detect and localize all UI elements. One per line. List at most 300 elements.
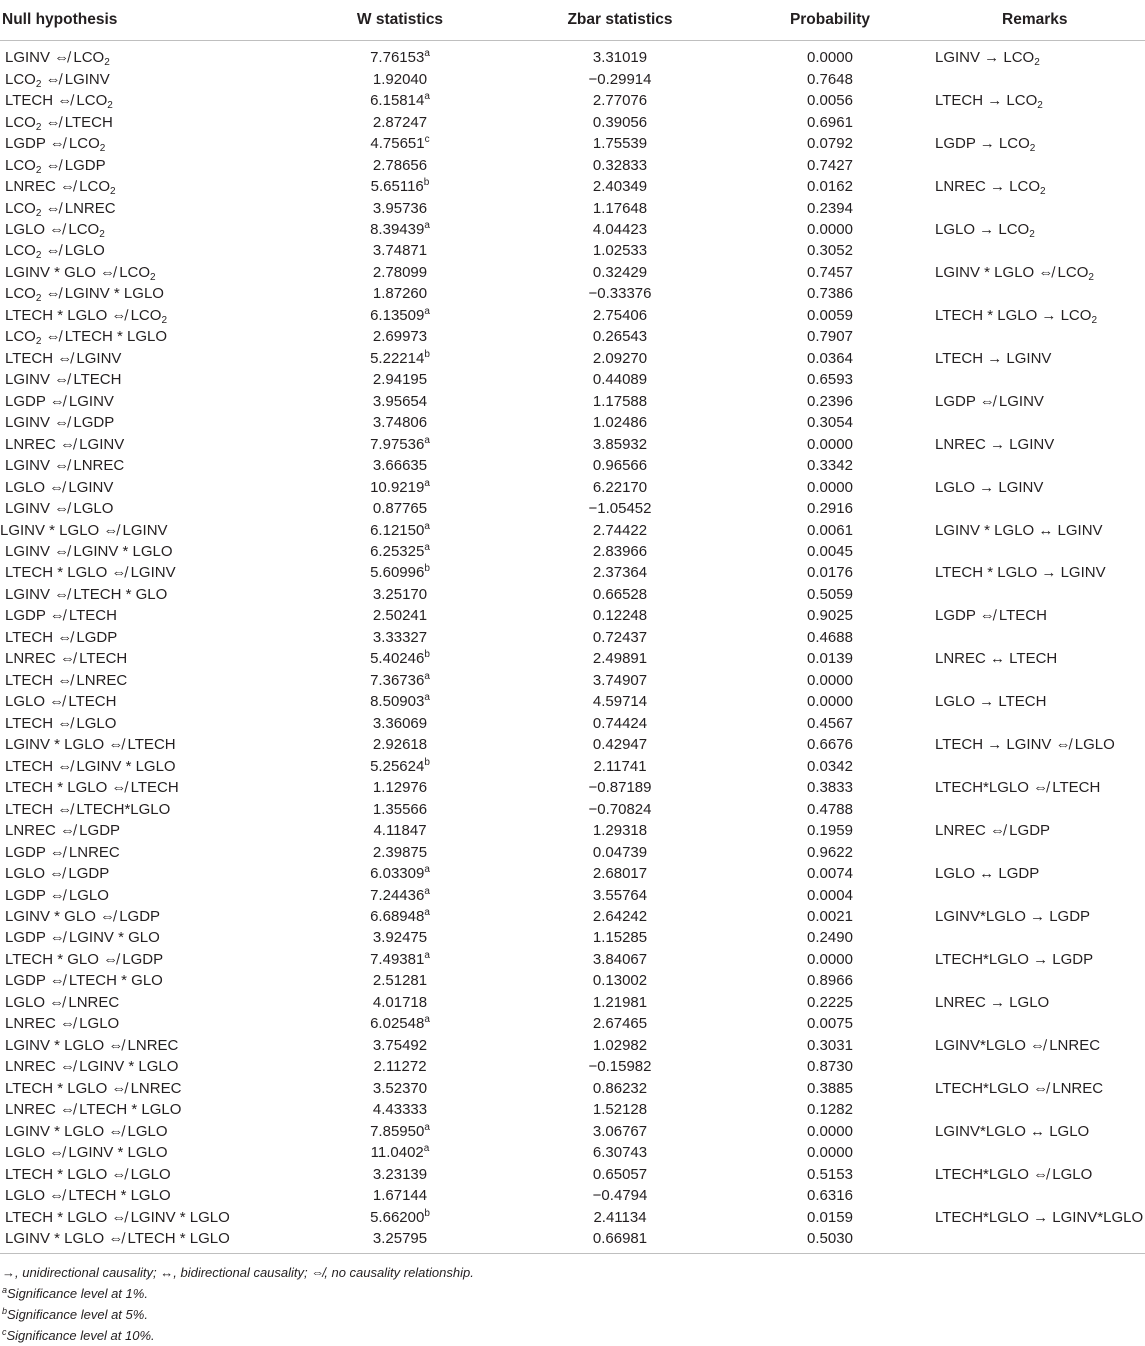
cell-probability: 0.0074 — [807, 865, 853, 883]
cell-zbar-statistic: 0.86232 — [592, 1079, 648, 1097]
cell-zbar-statistic: 6.22170 — [592, 478, 648, 496]
table-row — [0, 541, 1145, 562]
cell-w-statistic — [290, 391, 510, 412]
cell-zbar-statistic: 4.04423 — [592, 220, 648, 238]
w-value: 2.39875 — [372, 843, 428, 861]
cell-zbar-statistic: 0.13002 — [592, 972, 648, 990]
cell-w-statistic — [290, 1142, 510, 1163]
cell-probability: 0.3833 — [807, 779, 853, 797]
table-row — [0, 562, 1145, 583]
w-value: 7.97536 — [370, 435, 425, 453]
significance-mark: a — [424, 219, 430, 231]
cell-w-statistic — [290, 798, 510, 819]
cell-w-statistic — [290, 68, 510, 89]
cell-null-hypothesis: LGDP ⇎ LGINV * GLO — [5, 929, 160, 947]
cell-probability: 0.2396 — [807, 392, 853, 410]
cell-w-statistic — [290, 670, 510, 691]
cell-w-statistic — [290, 1163, 510, 1184]
w-value: 4.01718 — [372, 993, 428, 1011]
cell-remarks: LTECH → LGINV — [935, 349, 1052, 367]
significance-mark: c — [424, 134, 430, 146]
cell-w-statistic — [290, 927, 510, 948]
cell-null-hypothesis: LGLO ⇎ LTECH * LGLO — [5, 1187, 171, 1205]
cell-probability: 0.2225 — [807, 993, 853, 1011]
header-null-hypothesis: Null hypothesis — [0, 0, 290, 41]
table-body — [0, 41, 1145, 1250]
cell-zbar-statistic: 6.30743 — [592, 1144, 648, 1162]
significance-mark: a — [424, 305, 430, 317]
table-row — [0, 1078, 1145, 1099]
table-row — [0, 283, 1145, 304]
cell-w-statistic — [290, 1078, 510, 1099]
table-row — [0, 1228, 1145, 1249]
cell-null-hypothesis: LGINV * LGLO ⇎ LGLO — [5, 1122, 168, 1140]
cell-null-hypothesis: LTECH ⇎ LNREC — [5, 671, 128, 689]
significance-mark: b — [424, 348, 430, 360]
cell-w-statistic — [290, 326, 510, 347]
w-value: 3.95736 — [372, 199, 428, 217]
w-value: 3.74871 — [372, 242, 428, 260]
cell-remarks: LTECH*LGLO ⇎ LNREC — [935, 1079, 1104, 1097]
cell-w-statistic — [290, 197, 510, 218]
w-value: 2.50241 — [372, 607, 428, 625]
header-remarks: Remarks — [930, 0, 1145, 41]
cell-w-statistic — [290, 755, 510, 776]
cell-w-statistic — [290, 713, 510, 734]
footnote-significance — [0, 1283, 1145, 1304]
cell-remarks: LTECH*LGLO → LGINV*LGLO — [935, 1208, 1144, 1226]
cell-w-statistic — [290, 1035, 510, 1056]
cell-probability: 0.0000 — [807, 671, 853, 689]
cell-w-statistic — [290, 970, 510, 991]
cell-zbar-statistic: 0.72437 — [592, 628, 648, 646]
header-w-statistics: W statistics — [290, 0, 510, 41]
cell-null-hypothesis: LGLO ⇎ LGINV * LGLO — [5, 1144, 168, 1162]
cell-zbar-statistic: 1.02486 — [592, 414, 648, 432]
cell-w-statistic — [290, 863, 510, 884]
cell-null-hypothesis: $LCO_2$ ⇎ LTECH * LGLO — [5, 328, 167, 348]
cell-w-statistic — [290, 369, 510, 390]
cell-null-hypothesis: LNREC ⇎ LGINV — [5, 435, 125, 453]
significance-mark: a — [424, 1121, 430, 1133]
w-value: 3.36069 — [372, 714, 428, 732]
cell-remarks — [930, 369, 1145, 390]
cell-w-statistic — [290, 348, 510, 369]
w-value: 1.92040 — [372, 70, 428, 88]
w-value: 10.9219 — [370, 478, 425, 496]
cell-zbar-statistic: 3.06767 — [592, 1122, 648, 1140]
cell-null-hypothesis: LGDP ⇎ LTECH * GLO — [5, 972, 163, 990]
cell-probability: 0.4688 — [807, 628, 853, 646]
cell-null-hypothesis: LGINV * GLO ⇎ LGDP — [5, 907, 161, 925]
cell-zbar-statistic: 1.29318 — [592, 822, 648, 840]
w-value: 4.43333 — [372, 1101, 428, 1119]
table-row — [0, 1056, 1145, 1077]
cell-remarks: LTECH*LGLO ⇎ LGLO — [935, 1165, 1093, 1183]
cell-remarks: LTECH*LGLO ⇎ LTECH — [935, 779, 1101, 797]
table-row — [0, 262, 1145, 283]
w-value: 7.24436 — [370, 886, 425, 904]
w-value: 6.03309 — [370, 865, 425, 883]
cell-w-statistic — [290, 605, 510, 626]
w-value: 6.13509 — [370, 306, 425, 324]
cell-remarks: LNREC → LGLO — [935, 993, 1050, 1011]
cell-remarks: LGINV*LGLO → LGDP — [935, 907, 1091, 925]
cell-zbar-statistic: 4.59714 — [592, 693, 648, 711]
table-row — [0, 412, 1145, 433]
cell-w-statistic — [290, 433, 510, 454]
cell-null-hypothesis: LTECH ⇎ $LCO_2$ — [5, 92, 113, 112]
cell-null-hypothesis: $LCO_2$ ⇎ LNREC — [5, 199, 116, 219]
footnote-significance — [0, 1325, 1145, 1346]
table-row — [0, 820, 1145, 841]
table-row — [0, 68, 1145, 89]
significance-mark: b — [424, 756, 430, 768]
cell-probability: 0.0162 — [807, 178, 853, 196]
cell-null-hypothesis: LTECH ⇎ LGDP — [5, 628, 118, 646]
cell-w-statistic — [290, 412, 510, 433]
cell-zbar-statistic: 1.52128 — [592, 1101, 648, 1119]
cell-zbar-statistic: 0.66981 — [592, 1230, 648, 1248]
cell-zbar-statistic: 1.02533 — [592, 242, 648, 260]
significance-mark: b — [424, 649, 430, 661]
cell-remarks — [930, 584, 1145, 605]
cell-w-statistic — [290, 41, 510, 69]
table-row — [0, 90, 1145, 111]
w-value: 7.36736 — [370, 671, 425, 689]
cell-probability: 0.4788 — [807, 800, 853, 818]
cell-remarks: LGINV*LGLO ⇎ LNREC — [935, 1036, 1101, 1054]
significance-mark: a — [424, 477, 430, 489]
cell-remarks — [930, 1056, 1145, 1077]
significance-mark: a — [424, 48, 430, 60]
cell-zbar-statistic: 0.66528 — [592, 585, 648, 603]
cell-remarks — [930, 970, 1145, 991]
cell-null-hypothesis: LTECH ⇎ LTECH*LGLO — [5, 800, 171, 818]
cell-w-statistic — [290, 262, 510, 283]
w-value: 3.75492 — [372, 1036, 428, 1054]
table-row — [0, 219, 1145, 240]
cell-zbar-statistic: 1.17648 — [592, 199, 648, 217]
cell-probability: 0.3054 — [807, 414, 853, 432]
w-value: 5.65116 — [370, 178, 424, 196]
cell-remarks — [930, 1228, 1145, 1249]
cell-remarks — [930, 1185, 1145, 1206]
table-row — [0, 1099, 1145, 1120]
cell-null-hypothesis: LNREC ⇎ LGINV * LGLO — [5, 1058, 179, 1076]
table-row — [0, 949, 1145, 970]
cell-w-statistic — [290, 1013, 510, 1034]
cell-probability: 0.6593 — [807, 371, 853, 389]
cell-probability: 0.9622 — [807, 843, 853, 861]
cell-zbar-statistic: 2.40349 — [592, 178, 648, 196]
cell-zbar-statistic: 1.17588 — [592, 392, 648, 410]
cell-remarks: LNREC → $LCO_2$ — [935, 178, 1046, 198]
table-row — [0, 197, 1145, 218]
cell-null-hypothesis: LGINV ⇎ LGINV * LGLO — [5, 543, 173, 561]
cell-probability: 0.0342 — [807, 757, 853, 775]
cell-w-statistic — [290, 1120, 510, 1141]
cell-probability: 0.0000 — [807, 1122, 853, 1140]
w-value: 7.76153 — [370, 49, 425, 67]
w-value: 8.50903 — [370, 693, 425, 711]
significance-mark: a — [424, 542, 430, 554]
cell-probability: 0.5153 — [807, 1165, 853, 1183]
cell-zbar-statistic: 2.41134 — [593, 1208, 647, 1226]
cell-probability: 0.0004 — [807, 886, 853, 904]
table-row — [0, 176, 1145, 197]
cell-probability: 0.1959 — [807, 822, 853, 840]
table-row — [0, 133, 1145, 154]
significance-mark: b — [424, 1207, 430, 1219]
cell-null-hypothesis: LGDP ⇎ LNREC — [5, 843, 120, 861]
w-value: 5.25624 — [370, 757, 425, 775]
cell-probability: 0.4567 — [807, 714, 853, 732]
cell-null-hypothesis: LGINV * GLO ⇎ $LCO_2$ — [5, 263, 156, 283]
cell-zbar-statistic: −0.70824 — [588, 800, 652, 818]
cell-w-statistic — [290, 176, 510, 197]
cell-probability: 0.8730 — [807, 1058, 853, 1076]
cell-w-statistic — [290, 949, 510, 970]
table-row — [0, 1185, 1145, 1206]
significance-mark: a — [424, 520, 430, 532]
cell-null-hypothesis: LGINV * LGLO ⇎ LTECH — [5, 736, 176, 754]
w-value: 6.15814 — [370, 92, 425, 110]
cell-w-statistic — [290, 648, 510, 669]
cell-w-statistic — [290, 841, 510, 862]
table-row — [0, 1013, 1145, 1034]
w-value: 6.12150 — [370, 521, 425, 539]
cell-null-hypothesis: LTECH ⇎ LGINV — [5, 349, 122, 367]
footnote-text: Significance level at 10%. — [6, 1328, 155, 1344]
significance-mark: a — [424, 434, 430, 446]
w-value: 5.40246 — [370, 650, 425, 668]
cell-w-statistic — [290, 627, 510, 648]
cell-zbar-statistic: −0.87189 — [588, 779, 652, 797]
cell-w-statistic — [290, 154, 510, 175]
footnote-mark: b — [2, 1306, 8, 1317]
cell-remarks: LGDP → $LCO_2$ — [935, 135, 1036, 155]
cell-probability: 0.3031 — [807, 1036, 853, 1054]
cell-remarks: LGLO → LTECH — [935, 693, 1047, 711]
cell-probability: 0.0176 — [807, 564, 853, 582]
cell-probability: 0.5030 — [807, 1230, 853, 1248]
table-row — [0, 1163, 1145, 1184]
cell-remarks: LTECH → LGINV ⇎ LGLO — [935, 736, 1115, 754]
significance-mark: a — [424, 864, 430, 876]
table-row — [0, 498, 1145, 519]
cell-zbar-statistic: 0.12248 — [592, 607, 648, 625]
cell-remarks — [930, 455, 1145, 476]
cell-w-statistic — [290, 584, 510, 605]
table-row — [0, 970, 1145, 991]
cell-w-statistic — [290, 1185, 510, 1206]
cell-remarks: LTECH * LGLO → $LCO_2$ — [935, 306, 1097, 326]
w-value: 2.78099 — [372, 263, 428, 281]
table-row — [0, 627, 1145, 648]
cell-zbar-statistic: −0.33376 — [588, 285, 652, 303]
cell-null-hypothesis: LNREC ⇎ $LCO_2$ — [5, 178, 116, 198]
cell-probability: 0.0056 — [807, 92, 853, 110]
table-row — [0, 584, 1145, 605]
table-row — [0, 927, 1145, 948]
w-value: 1.35566 — [372, 800, 428, 818]
cell-null-hypothesis: LTECH * GLO ⇎ LGDP — [5, 950, 164, 968]
cell-remarks: LGLO → $LCO_2$ — [935, 220, 1035, 240]
cell-remarks — [930, 927, 1145, 948]
cell-probability: 0.5059 — [807, 585, 853, 603]
cell-w-statistic — [290, 691, 510, 712]
footnote-legend: →, unidirectional causality; ↔, bidirectional causality; ⇎, no causality relationship. — [2, 1265, 474, 1281]
w-value: 1.87260 — [372, 285, 428, 303]
cell-probability: 0.1282 — [807, 1101, 853, 1119]
cell-zbar-statistic: 2.68017 — [592, 865, 648, 883]
significance-mark: a — [424, 906, 430, 918]
cell-null-hypothesis: LTECH * LGLO ⇎ LGLO — [5, 1165, 171, 1183]
cell-zbar-statistic: −0.15982 — [588, 1058, 652, 1076]
table-row — [0, 691, 1145, 712]
cell-zbar-statistic: 1.21981 — [592, 993, 648, 1011]
significance-mark: b — [424, 563, 430, 575]
w-value: 2.69973 — [372, 328, 428, 346]
w-value: 2.51281 — [372, 972, 428, 990]
cell-probability: 0.0000 — [807, 435, 853, 453]
cell-null-hypothesis: LGDP ⇎ LTECH — [5, 607, 117, 625]
table-row — [0, 305, 1145, 326]
cell-probability: 0.0159 — [807, 1208, 853, 1226]
significance-mark: b — [423, 177, 430, 189]
cell-probability: 0.3885 — [807, 1079, 853, 1097]
cell-w-statistic — [290, 498, 510, 519]
cell-null-hypothesis: LGLO ⇎ LNREC — [5, 993, 120, 1011]
table-row — [0, 391, 1145, 412]
w-value: 3.92475 — [372, 929, 428, 947]
cell-remarks: LGLO → LGINV — [935, 478, 1044, 496]
cell-null-hypothesis: LGINV ⇎ LGLO — [5, 500, 114, 518]
cell-zbar-statistic: 0.44089 — [592, 371, 648, 389]
cell-zbar-statistic: 0.39056 — [592, 113, 648, 131]
cell-w-statistic — [290, 820, 510, 841]
table-row — [0, 1142, 1145, 1163]
cell-remarks — [930, 670, 1145, 691]
table-row — [0, 670, 1145, 691]
cell-remarks: LGDP ⇎ LGINV — [935, 392, 1044, 410]
cell-null-hypothesis: LGDP ⇎ LGINV — [5, 392, 114, 410]
cell-remarks: LGLO ↔ LGDP — [935, 865, 1040, 883]
w-value: 3.66635 — [372, 457, 428, 475]
cell-remarks: LNREC ↔ LTECH — [935, 650, 1058, 668]
w-value: 2.94195 — [372, 371, 428, 389]
cell-null-hypothesis: LTECH ⇎ LGINV * LGLO — [5, 757, 176, 775]
cell-remarks — [930, 755, 1145, 776]
cell-null-hypothesis: LTECH * LGLO ⇎ $LCO_2$ — [5, 306, 167, 326]
footnote-notes — [0, 1283, 1145, 1346]
cell-remarks: LGINV * LGLO ⇎ $LCO_2$ — [935, 263, 1094, 283]
cell-null-hypothesis: LNREC ⇎ LTECH — [5, 650, 128, 668]
cell-probability: 0.0000 — [807, 693, 853, 711]
cell-null-hypothesis: LGINV * LGLO ⇎ LTECH * LGLO — [5, 1230, 230, 1248]
cell-zbar-statistic: −1.05452 — [588, 500, 652, 518]
w-value: 3.25170 — [372, 585, 428, 603]
cell-w-statistic — [290, 219, 510, 240]
table-row — [0, 326, 1145, 347]
cell-zbar-statistic: 3.84067 — [592, 950, 648, 968]
significance-mark: a — [424, 949, 430, 961]
significance-mark: a — [424, 670, 430, 682]
w-value: 6.02548 — [370, 1015, 425, 1033]
cell-probability: 0.7386 — [807, 285, 853, 303]
cell-null-hypothesis: LTECH * LGLO ⇎ LTECH — [5, 779, 179, 797]
cell-remarks — [930, 154, 1145, 175]
cell-remarks: LTECH*LGLO → LGDP — [935, 950, 1094, 968]
w-value: 8.39439 — [370, 220, 425, 238]
cell-null-hypothesis: LTECH ⇎ LGLO — [5, 714, 117, 732]
cell-w-statistic — [290, 90, 510, 111]
cell-null-hypothesis: LGLO ⇎ LGINV — [5, 478, 114, 496]
cell-null-hypothesis: LGINV ⇎ LTECH — [5, 371, 122, 389]
table-row — [0, 755, 1145, 776]
table-row — [0, 519, 1145, 540]
cell-w-statistic — [290, 111, 510, 132]
header-zbar-statistics: Zbar statistics — [510, 0, 730, 41]
cell-probability: 0.0075 — [807, 1015, 853, 1033]
footnote-text: Significance level at 5%. — [7, 1307, 148, 1323]
w-value: 3.74806 — [372, 414, 428, 432]
w-value: 0.87765 — [372, 500, 428, 518]
table-row — [0, 906, 1145, 927]
significance-mark: a — [424, 885, 430, 897]
cell-zbar-statistic: 2.75406 — [592, 306, 648, 324]
cell-remarks — [930, 498, 1145, 519]
cell-zbar-statistic: 2.77076 — [592, 92, 648, 110]
w-value: 3.95654 — [372, 392, 428, 410]
w-value: 1.67144 — [372, 1187, 428, 1205]
cell-zbar-statistic: 2.74422 — [592, 521, 648, 539]
cell-remarks — [930, 68, 1145, 89]
cell-w-statistic — [290, 1228, 510, 1249]
cell-zbar-statistic: 0.32429 — [592, 263, 648, 281]
w-value: 4.75651 — [370, 135, 425, 153]
cell-remarks — [930, 412, 1145, 433]
cell-zbar-statistic: 0.74424 — [592, 714, 648, 732]
cell-remarks — [930, 1099, 1145, 1120]
table-row — [0, 713, 1145, 734]
table-row — [0, 1120, 1145, 1141]
table-row — [0, 798, 1145, 819]
w-value: 7.49381 — [370, 950, 425, 968]
cell-w-statistic — [290, 541, 510, 562]
cell-remarks — [930, 326, 1145, 347]
cell-zbar-statistic: 3.55764 — [592, 886, 648, 904]
w-value: 6.25325 — [370, 543, 425, 561]
cell-probability: 0.0792 — [807, 135, 853, 153]
cell-w-statistic — [290, 455, 510, 476]
cell-probability: 0.9025 — [807, 607, 853, 625]
table-row — [0, 1206, 1145, 1227]
cell-probability: 0.0000 — [807, 950, 853, 968]
cell-remarks: LGINV → $LCO_2$ — [935, 49, 1040, 69]
cell-null-hypothesis: LGINV ⇎ $LCO_2$ — [5, 49, 110, 69]
cell-w-statistic — [290, 884, 510, 905]
cell-zbar-statistic: 0.96566 — [592, 457, 648, 475]
footnote-significance — [0, 1304, 1145, 1325]
cell-remarks — [930, 541, 1145, 562]
significance-mark: a — [424, 1014, 430, 1026]
table-row — [0, 777, 1145, 798]
table-row — [0, 41, 1145, 69]
w-value: 2.92618 — [372, 736, 428, 754]
cell-remarks — [930, 884, 1145, 905]
